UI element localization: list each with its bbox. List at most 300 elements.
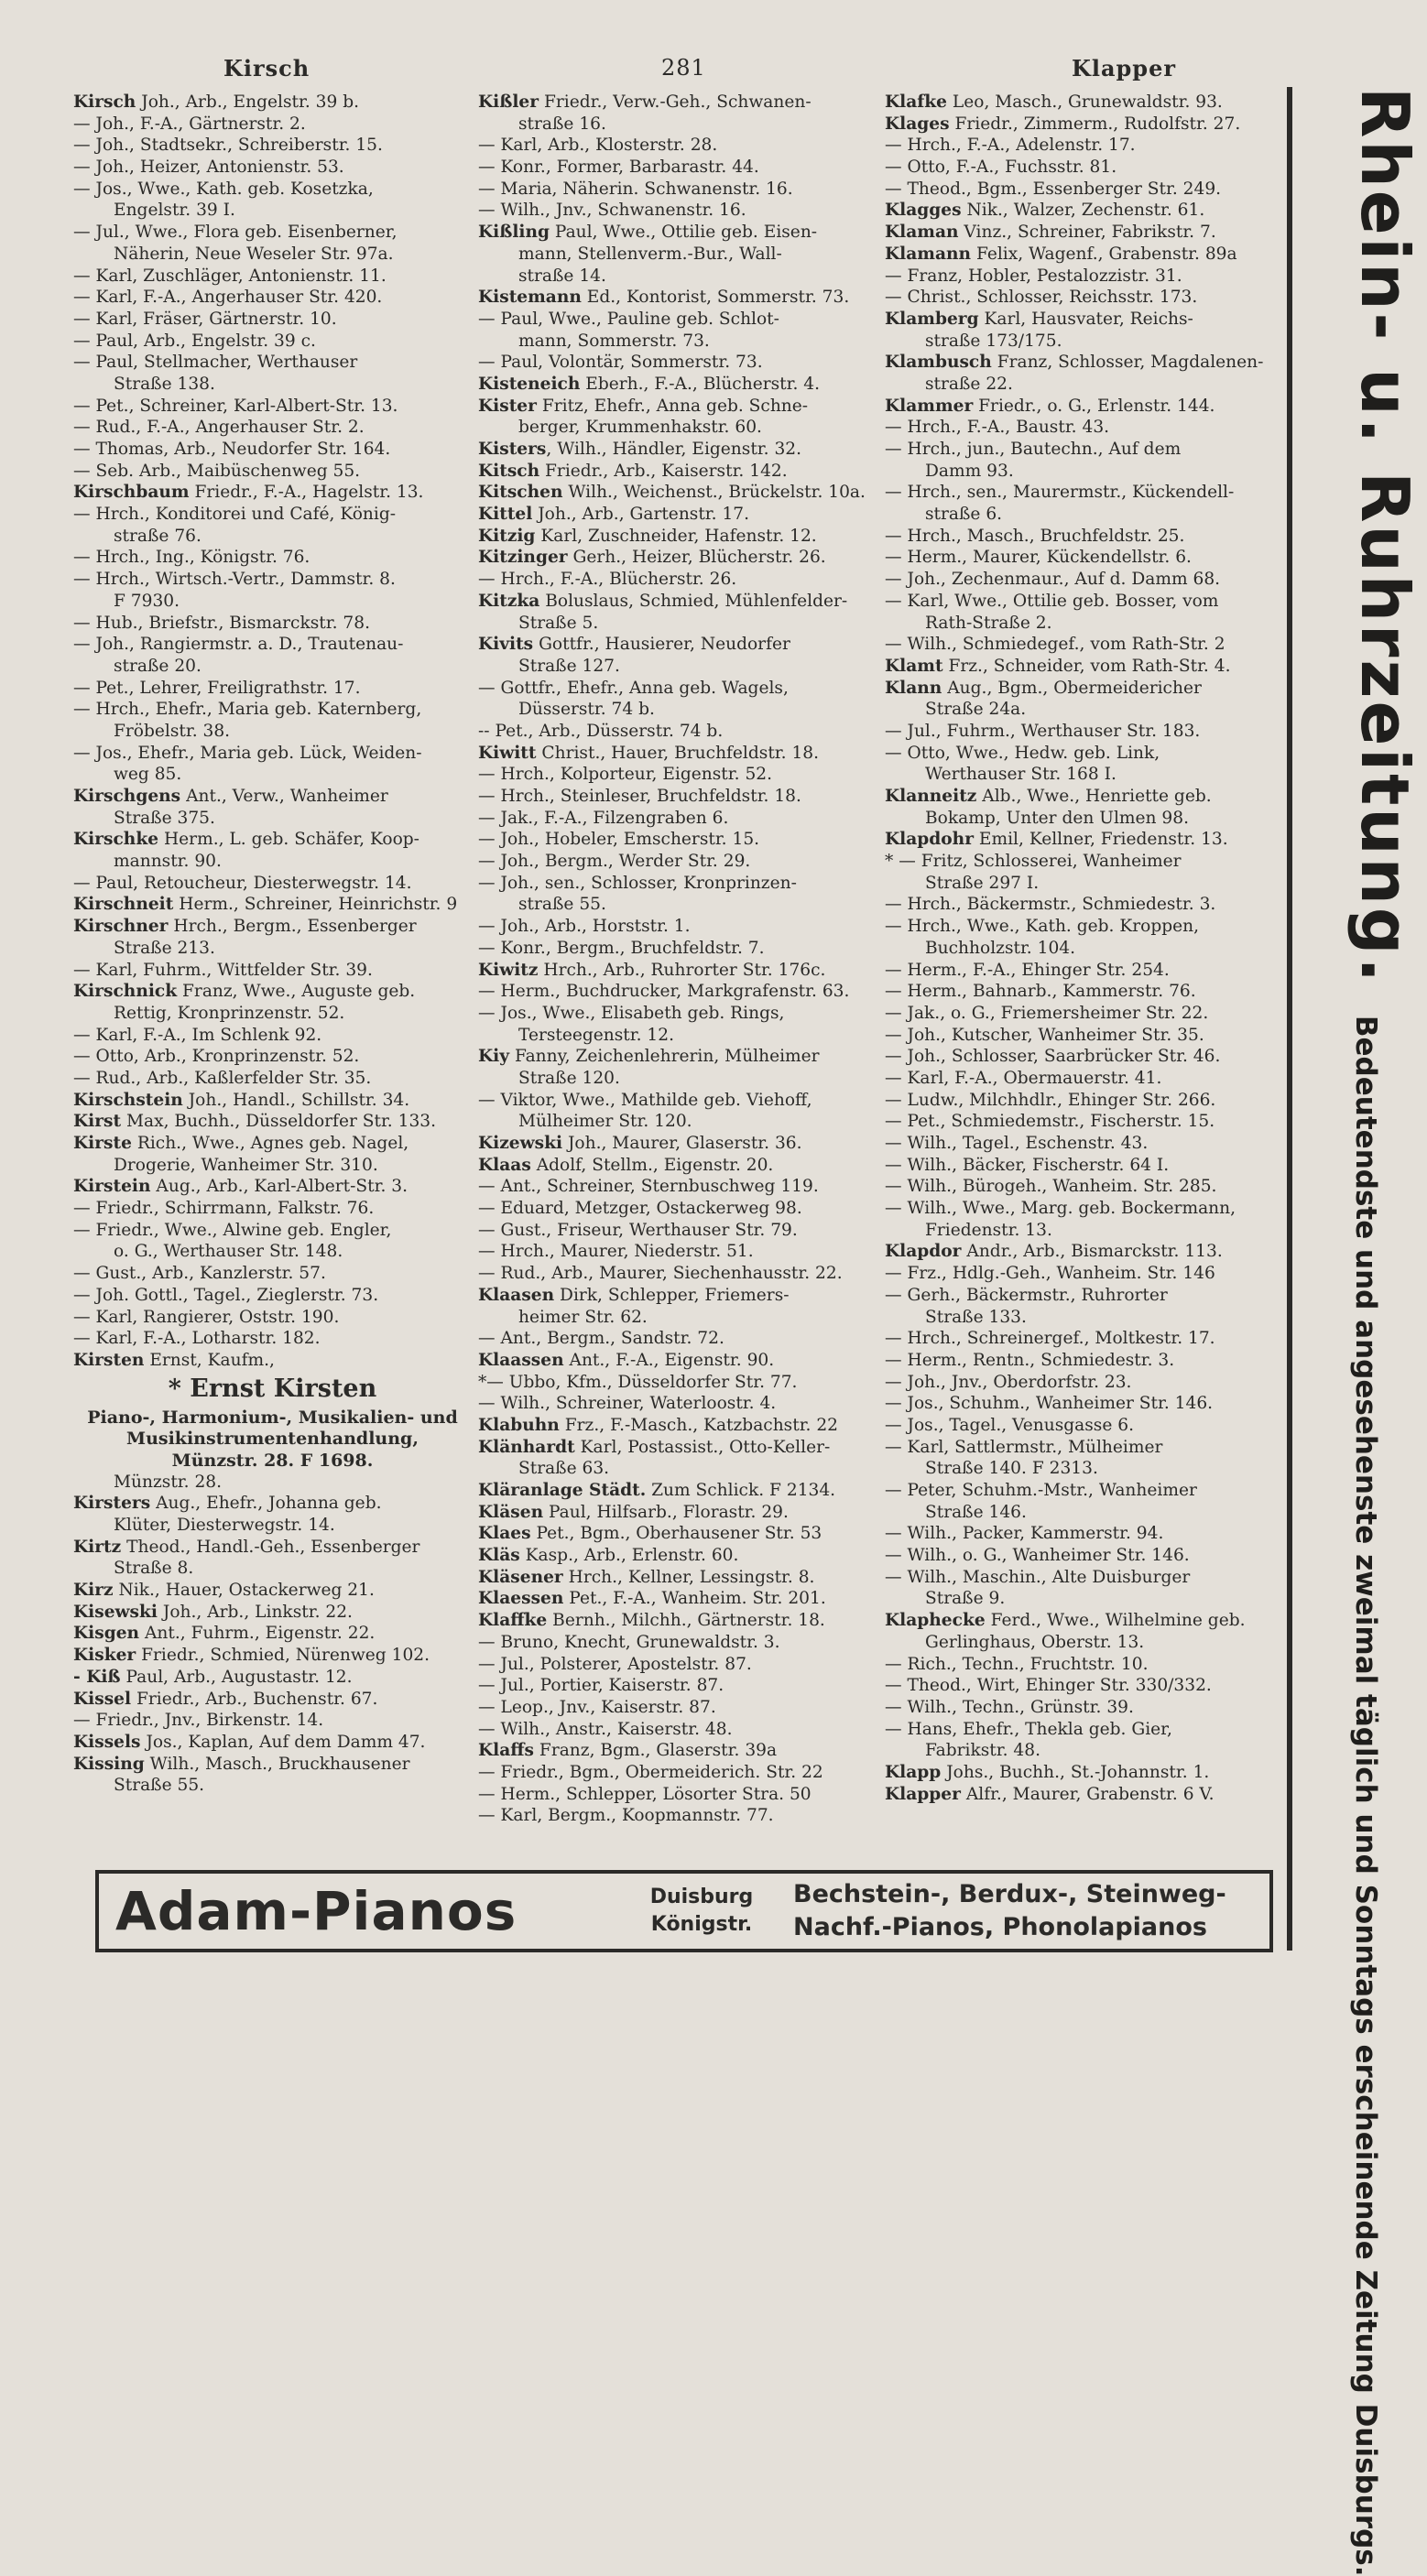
entry-text: — Rich., Techn., Fruchtstr. 10. xyxy=(885,1654,1149,1674)
directory-entry-line xyxy=(478,1632,879,1654)
entry-text: Friedr., o. G., Erlenstr. 144. xyxy=(973,396,1215,416)
entry-text: Straße 133. xyxy=(925,1307,1027,1327)
entry-text: — Gust., Friseur, Werthauser Str. 79. xyxy=(478,1220,798,1240)
entry-text: — Thomas, Arb., Neudorfer Str. 164. xyxy=(73,440,391,459)
entry-text: — Karl, Fuhrm., Wittfelder Str. 39. xyxy=(73,960,373,980)
directory-entry-line xyxy=(885,613,1288,635)
directory-entry-line xyxy=(885,1220,1288,1242)
directory-entry-line xyxy=(885,721,1288,743)
surname: Kirschner xyxy=(73,917,169,937)
directory-entry-line xyxy=(885,743,1288,765)
directory-entry-line xyxy=(73,439,472,461)
entry-text: — Hrch., F.-A., Blücherstr. 26. xyxy=(478,570,737,590)
entry-text: Rich., Wwe., Agnes geb. Nagel, xyxy=(131,1134,409,1153)
directory-entry-line xyxy=(885,1328,1288,1350)
entry-text: — Leop., Jnv., Kaiserstr. 87. xyxy=(478,1697,716,1717)
directory-entry-head xyxy=(73,1090,472,1112)
entry-text: Rettig, Kronprinzenstr. 52. xyxy=(114,1003,345,1023)
directory-entry-line xyxy=(885,1632,1288,1654)
entry-text: Hrch., Kellner, Lessingstr. 8. xyxy=(562,1567,815,1587)
directory-entry-line xyxy=(73,1285,472,1307)
directory-entry-line xyxy=(73,678,472,700)
entry-text: — Otto, F.-A., Fuchsstr. 81. xyxy=(885,158,1117,178)
ad-products-line1: Bechstein-, Berdux-, Steinweg- xyxy=(793,1880,1226,1908)
surname: Klaes xyxy=(478,1524,531,1544)
directory-entry-head xyxy=(885,786,1288,808)
entry-text: — Hans, Ehefr., Thekla geb. Gier, xyxy=(885,1719,1172,1739)
directory-entry-line xyxy=(73,1155,472,1177)
entry-text: — Joh., Heizer, Antonienstr. 53. xyxy=(73,158,344,178)
surname: Kirschneit xyxy=(73,895,174,915)
ad-products xyxy=(793,1878,1226,1944)
surname: Kirtz xyxy=(73,1537,122,1557)
entry-text: — Hrch., Schreinergef., Moltkestr. 17. xyxy=(885,1329,1215,1349)
entry-text: — Paul, Retoucheur, Diesterwegstr. 14. xyxy=(73,873,412,893)
entry-text: Aug., Bgm., Obermeidericher xyxy=(942,678,1202,698)
directory-entry-line xyxy=(73,200,472,222)
directory-entry-line xyxy=(478,764,879,786)
directory-entry-head xyxy=(73,1602,472,1624)
entry-text: — Jos., Ehefr., Maria geb. Lück, Weiden- xyxy=(73,743,422,763)
entry-text: straße 20. xyxy=(114,656,202,676)
directory-entry-line xyxy=(73,721,472,743)
running-head-left: Kirsch xyxy=(223,55,310,82)
surname: Kissel xyxy=(73,1689,132,1709)
entry-text: — Friedr., Jnv., Birkenstr. 14. xyxy=(73,1711,324,1731)
entry-text: — Ludw., Milchhdlr., Ehinger Str. 266. xyxy=(885,1090,1216,1110)
advertisement-body: Musikinstrumentenhandlung, xyxy=(126,1429,419,1450)
directory-entry-line xyxy=(885,916,1288,938)
surname: Kirsters xyxy=(73,1494,151,1514)
directory-entry-line xyxy=(885,1025,1288,1047)
entry-text: Franz, Schlosser, Magdalenen- xyxy=(991,353,1264,373)
entry-text: — Karl, F.-A., Lotharstr. 182. xyxy=(73,1329,321,1349)
entry-text: Frz., F.-Masch., Katzbachstr. 22 xyxy=(559,1415,839,1435)
directory-entry-head xyxy=(478,1415,879,1437)
entry-text: — Maria, Näherin. Schwanenstr. 16. xyxy=(478,179,793,199)
surname: Klapdohr xyxy=(885,830,974,850)
entry-text: — Karl, Bergm., Koopmannstr. 77. xyxy=(478,1806,774,1826)
surname: Kister xyxy=(478,396,537,416)
directory-entry-head xyxy=(73,1732,472,1754)
directory-entry-line xyxy=(478,1003,879,1025)
directory-entry-line xyxy=(478,916,879,938)
directory-entry-head xyxy=(478,634,879,656)
entry-text: — Herm., Schlepper, Lösorter Stra. 50 xyxy=(478,1784,812,1804)
entry-text: , Wilh., Händler, Eigenstr. 32. xyxy=(546,440,802,459)
directory-entry-line xyxy=(885,1480,1288,1502)
directory-entry-line xyxy=(478,678,879,700)
directory-entry-head xyxy=(885,222,1288,244)
surname: Kirste xyxy=(73,1134,132,1153)
entry-text: — Viktor, Wwe., Mathilde geb. Viehoff, xyxy=(478,1090,812,1110)
ad-street: Königstr. xyxy=(650,1913,753,1936)
entry-text: Wilh., Weichenst., Brückelstr. 10a. xyxy=(562,483,866,503)
directory-entry-line xyxy=(478,808,879,830)
entry-text: — Hrch., Wwe., Kath. geb. Kroppen, xyxy=(885,917,1200,937)
entry-text: — Otto, Wwe., Hedw. geb. Link, xyxy=(885,743,1160,763)
entry-text: — Wilh., Tagel., Eschenstr. 43. xyxy=(885,1134,1149,1153)
directory-entry-head xyxy=(478,1437,879,1459)
entry-text: — Theod., Bgm., Essenberger Str. 249. xyxy=(885,179,1222,199)
directory-entry-head xyxy=(73,92,472,114)
entry-text: — Wilh., o. G., Wanheimer Str. 146. xyxy=(885,1546,1190,1566)
directory-entry-head xyxy=(478,526,879,548)
entry-text: — Jos., Wwe., Elisabeth geb. Rings, xyxy=(478,1003,785,1023)
entry-text: straße 173/175. xyxy=(925,331,1062,351)
entry-text: Johs., Buchh., St.-Johannstr. 1. xyxy=(941,1762,1210,1782)
entry-text: * — Fritz, Schlosserei, Wanheimer xyxy=(885,852,1182,872)
column-2 xyxy=(478,92,879,1827)
side-banner-subtitle: Bedeutendste und angesehenste zweimal täglich und Sonntags erscheinende Zeitung Duisburgs. xyxy=(1349,1015,1383,2576)
entry-text: — Jul., Fuhrm., Werthauser Str. 183. xyxy=(885,721,1201,741)
entry-text: Aug., Arb., Karl-Albert-Str. 3. xyxy=(150,1177,408,1197)
directory-entry-head xyxy=(478,743,879,765)
entry-text: — Paul, Arb., Engelstr. 39 c. xyxy=(73,331,316,351)
entry-text: Mülheimer Str. 120. xyxy=(518,1112,692,1132)
surname: Kiwitt xyxy=(478,743,537,763)
entry-text: Straße 375. xyxy=(114,808,215,828)
directory-entry-line xyxy=(73,743,472,765)
directory-entry-line xyxy=(73,374,472,396)
entry-text: — Herm., Rentn., Schmiedestr. 3. xyxy=(885,1350,1175,1370)
entry-text: Joh., Arb., Linkstr. 22. xyxy=(157,1602,353,1622)
directory-entry-line xyxy=(478,873,879,895)
directory-entry-line xyxy=(478,1220,879,1242)
entry-text: Joh., Maurer, Glaserstr. 36. xyxy=(562,1134,802,1153)
entry-text: — Gust., Arb., Kanzlerstr. 57. xyxy=(73,1264,326,1284)
entry-text: — Pet., Schreiner, Karl-Albert-Str. 13. xyxy=(73,396,398,416)
entry-text: — Joh., Arb., Horststr. 1. xyxy=(478,917,691,937)
directory-entry-line xyxy=(885,591,1288,613)
surname: Klaffs xyxy=(478,1741,535,1761)
entry-text: — Jos., Tagel., Venusgasse 6. xyxy=(885,1415,1134,1435)
surname: Kisteneich xyxy=(478,374,581,394)
directory-entry-line xyxy=(478,179,879,201)
entry-text: Joh., Arb., Engelstr. 39 b. xyxy=(136,92,360,112)
directory-entry-line xyxy=(885,1588,1288,1610)
directory-entry-line xyxy=(73,613,472,635)
directory-entry-line xyxy=(73,1515,472,1537)
entry-text: straße 16. xyxy=(518,114,606,134)
directory-entry-head xyxy=(478,439,879,461)
directory-entry-head xyxy=(478,1502,879,1524)
entry-text: Adolf, Stellm., Eigenstr. 20. xyxy=(530,1155,774,1175)
surname: Klaassen xyxy=(478,1350,564,1370)
entry-text: straße 6. xyxy=(925,505,1003,525)
surname: Kirsten xyxy=(73,1350,145,1370)
ad-city: Duisburg xyxy=(649,1886,754,1908)
entry-text: — Jak., F.-A., Filzengraben 6. xyxy=(478,808,729,828)
entry-text: Buchholzstr. 104. xyxy=(925,938,1076,958)
entry-text: Emil, Kellner, Friedenstr. 13. xyxy=(974,830,1228,850)
entry-text: Straße 140. F 2313. xyxy=(925,1459,1098,1479)
directory-entry-line xyxy=(478,1762,879,1784)
entry-text: — Jul., Wwe., Flora geb. Eisenberner, xyxy=(73,223,398,243)
entry-text: Ant., Fuhrm., Eigenstr. 22. xyxy=(139,1624,376,1644)
directory-entry-line xyxy=(73,547,472,569)
surname: Kirstein xyxy=(73,1177,151,1197)
entry-text: Straße 213. xyxy=(114,938,215,958)
directory-entry-line xyxy=(885,1719,1288,1741)
entry-text: — Herm., Bahnarb., Kammerstr. 76. xyxy=(885,982,1196,1002)
directory-entry-head xyxy=(478,396,879,418)
directory-entry-line xyxy=(885,1046,1288,1068)
surname: Kisewski xyxy=(73,1602,158,1622)
entry-text: Ant., F.-A., Eigenstr. 90. xyxy=(563,1350,775,1370)
directory-entry-line xyxy=(478,1176,879,1198)
directory-entry-line xyxy=(73,808,472,830)
entry-text: — Jos., Wwe., Kath. geb. Kosetzka, xyxy=(73,179,374,199)
directory-entry-line xyxy=(885,699,1288,721)
directory-entry-line xyxy=(478,1111,879,1133)
directory-entry-head xyxy=(73,1493,472,1515)
directory-entry-line xyxy=(73,1328,472,1350)
directory-entry-head xyxy=(73,981,472,1003)
directory-entry-line xyxy=(478,1719,879,1741)
entry-text: mannstr. 90. xyxy=(114,852,222,872)
directory-entry-line xyxy=(885,417,1288,439)
surname: Kirschnick xyxy=(73,982,178,1002)
entry-text: Straße 9. xyxy=(925,1589,1006,1609)
directory-entry-line xyxy=(885,1068,1288,1090)
entry-text: — Friedr., Bgm., Obermeiderich. Str. 22 xyxy=(478,1762,823,1782)
entry-text: — Joh., Hobeler, Emscherstr. 15. xyxy=(478,830,760,850)
entry-text: Felix, Wagenf., Grabenstr. 89a xyxy=(971,244,1237,264)
entry-text: — Wilh., Techn., Grünstr. 39. xyxy=(885,1697,1134,1717)
surname: Klammer xyxy=(885,396,974,416)
entry-text: — Frz., Hdlg.-Geh., Wanheim. Str. 146 xyxy=(885,1264,1215,1284)
directory-entry-line xyxy=(73,591,472,613)
surname: Kitschen xyxy=(478,483,563,503)
directory-entry-line xyxy=(885,1176,1288,1198)
entry-text: straße 14. xyxy=(518,266,606,286)
directory-entry-line xyxy=(478,1068,879,1090)
surname: Klaasen xyxy=(478,1285,555,1305)
directory-entry-head xyxy=(478,1523,879,1545)
directory-entry-head xyxy=(885,92,1288,114)
directory-entry-head xyxy=(478,1588,879,1610)
directory-entry-line xyxy=(73,851,472,873)
entry-text: Friedr., Verw.-Geh., Schwanen- xyxy=(539,92,812,112)
entry-text: Joh., Arb., Gartenstr. 17. xyxy=(532,505,750,525)
directory-entry-head xyxy=(73,1350,472,1372)
directory-entry-head xyxy=(478,1285,879,1307)
directory-entry-line xyxy=(73,1472,472,1494)
entry-text: Näherin, Neue Weseler Str. 97a. xyxy=(114,244,394,264)
entry-text: Fritz, Ehefr., Anna geb. Schne- xyxy=(536,396,809,416)
entry-text: — Karl, F.-A., Angerhauser Str. 420. xyxy=(73,288,383,308)
directory-entry-line xyxy=(478,1263,879,1285)
directory-entry-head xyxy=(478,960,879,982)
surname: Kitzig xyxy=(478,526,536,546)
directory-entry-line xyxy=(885,374,1288,396)
surname: Kittel xyxy=(478,505,533,525)
directory-entry-line xyxy=(73,114,472,136)
entry-text: Friedr., F.-A., Hagelstr. 13. xyxy=(189,483,424,503)
directory-entry-line xyxy=(73,417,472,439)
entry-text: — Joh., Schlosser, Saarbrücker Str. 46. xyxy=(885,1047,1221,1067)
entry-text: Kasp., Arb., Erlenstr. 60. xyxy=(519,1546,739,1566)
surname: Klapp xyxy=(885,1762,942,1782)
directory-entry-head xyxy=(885,656,1288,678)
directory-entry-line xyxy=(885,1545,1288,1567)
directory-entry-line xyxy=(73,266,472,288)
directory-entry-line xyxy=(478,721,879,743)
entry-text: — Wilh., Wwe., Marg. geb. Bockermann, xyxy=(885,1199,1236,1219)
surname: Kisgen xyxy=(73,1624,140,1644)
directory-entry-line xyxy=(478,1241,879,1263)
directory-entry-line xyxy=(73,960,472,982)
directory-entry-line xyxy=(885,1523,1288,1545)
entry-text: Fanny, Zeichenlehrerin, Mülheimer xyxy=(509,1047,820,1067)
entry-text: Friedr., Zimmerm., Rudolfstr. 27. xyxy=(949,114,1241,134)
surname: Klänhardt xyxy=(478,1437,575,1457)
directory-entry-line xyxy=(885,157,1288,179)
entry-text: Straße 138. xyxy=(114,374,215,394)
entry-text: — Gerh., Bäckermstr., Ruhrorter xyxy=(885,1285,1168,1305)
directory-entry-line xyxy=(885,482,1288,504)
entry-text: berger, Krummenhakstr. 60. xyxy=(518,418,762,438)
entry-text: — Wilh., Maschin., Alte Duisburger xyxy=(885,1567,1191,1587)
entry-text: Straße 63. xyxy=(518,1459,610,1479)
entry-text: — Jos., Schuhm., Wanheimer Str. 146. xyxy=(885,1394,1214,1414)
entry-text: — Otto, Arb., Kronprinzenstr. 52. xyxy=(73,1047,360,1067)
surname: Kirschbaum xyxy=(73,483,190,503)
directory-entry-head xyxy=(73,1667,472,1689)
directory-entry-line xyxy=(478,1198,879,1220)
directory-entry-line xyxy=(73,1220,472,1242)
directory-entry-line xyxy=(73,352,472,374)
entry-text: — Karl, Zuschläger, Antonienstr. 11. xyxy=(73,266,387,286)
directory-entry-head xyxy=(478,1740,879,1762)
entry-text: — Karl, Fräser, Gärtnerstr. 10. xyxy=(73,309,337,329)
surname: Kißling xyxy=(478,223,550,243)
directory-entry-line xyxy=(73,1710,472,1732)
directory-entry-line xyxy=(478,1675,879,1697)
entry-text: — Pet., Schmiedemstr., Fischerstr. 15. xyxy=(885,1112,1215,1132)
directory-entry-head xyxy=(885,200,1288,222)
surname: Kirst xyxy=(73,1112,122,1132)
entry-text: — Hrch., Wirtsch.-Vertr., Dammstr. 8. xyxy=(73,570,396,590)
directory-entry-head xyxy=(478,1155,879,1177)
side-banner xyxy=(1301,87,1427,2576)
directory-entry-line xyxy=(478,829,879,851)
entry-text: — Pet., Lehrer, Freiligrathstr. 17. xyxy=(73,678,361,698)
entry-text: — Paul, Stellmacher, Werthauser xyxy=(73,353,358,373)
entry-text: — Gottfr., Ehefr., Anna geb. Wagels, xyxy=(478,678,789,698)
directory-entry-line xyxy=(478,417,879,439)
entry-text: — Hrch., F.-A., Adelenstr. 17. xyxy=(885,136,1136,156)
surname: Klamann xyxy=(885,244,972,264)
directory-entry-line xyxy=(73,222,472,244)
directory-entry-head xyxy=(73,482,472,504)
entry-text: Andr., Arb., Bismarckstr. 113. xyxy=(961,1242,1223,1262)
directory-entry-head xyxy=(478,92,879,114)
directory-entry-head xyxy=(478,1567,879,1589)
entry-text: Leo, Masch., Grunewaldstr. 93. xyxy=(946,92,1223,112)
advertisement-body: Münzstr. 28. F 1698. xyxy=(171,1450,374,1471)
directory-entry-line xyxy=(478,699,879,721)
directory-entry-line xyxy=(478,613,879,635)
entry-text: — Christ., Schlosser, Reichsstr. 173. xyxy=(885,288,1198,308)
surname: Kistemann xyxy=(478,288,582,308)
directory-entry-line xyxy=(885,808,1288,830)
entry-text: Friedr., Schmied, Nürenweg 102. xyxy=(136,1646,430,1666)
entry-text: Bernh., Milchh., Gärtnerstr. 18. xyxy=(547,1611,825,1631)
surname: Klaphecke xyxy=(885,1611,986,1631)
surname: Kirschke xyxy=(73,830,159,850)
directory-entry-head xyxy=(73,1537,472,1559)
directory-entry-head xyxy=(885,114,1288,136)
entry-text: — Paul, Volontär, Sommerstr. 73. xyxy=(478,353,763,373)
surname: Kläs xyxy=(478,1546,520,1566)
entry-text: — Joh., sen., Schlosser, Kronprinzen- xyxy=(478,873,797,893)
entry-text: Franz, Wwe., Auguste geb. xyxy=(177,982,416,1002)
surname: Klaas xyxy=(478,1155,531,1175)
directory-entry-line xyxy=(73,287,472,309)
entry-text: Straße 55. xyxy=(114,1776,205,1796)
surname: Kläsen xyxy=(478,1502,544,1522)
directory-entry-head xyxy=(478,547,879,569)
surname: Kisker xyxy=(73,1646,136,1666)
surname: Kissels xyxy=(73,1732,141,1752)
directory-entry-line xyxy=(885,1675,1288,1697)
surname: Klanneitz xyxy=(885,787,977,806)
surname: Kivits xyxy=(478,635,534,655)
page-number: 281 xyxy=(661,55,706,81)
advertisement-title: * Ernst Kirsten xyxy=(168,1374,377,1403)
entry-text: Dirk, Schlepper, Friemers- xyxy=(554,1285,790,1305)
entry-text: Damm 93. xyxy=(925,461,1014,481)
entry-text: mann, Stellenverm.-Bur., Wall- xyxy=(518,244,782,264)
entry-text: — Wilh., Anstr., Kaiserstr. 48. xyxy=(478,1719,733,1739)
directory-entry-line xyxy=(478,1654,879,1676)
entry-text: Straße 8. xyxy=(114,1559,194,1579)
directory-entry-line xyxy=(478,157,879,179)
entry-text: straße 55. xyxy=(518,895,606,915)
directory-entry-head xyxy=(478,1545,879,1567)
directory-entry-line xyxy=(73,504,472,526)
directory-entry-line xyxy=(885,1111,1288,1133)
directory-entry-head xyxy=(73,1645,472,1667)
directory-entry-line xyxy=(885,1090,1288,1112)
advertisement-body: Piano-, Harmonium-, Musikalien- und xyxy=(87,1407,458,1428)
entry-text: — Eduard, Metzger, Ostackerweg 98. xyxy=(478,1199,802,1219)
directory-entry-line xyxy=(885,1654,1288,1676)
side-banner-title: Rhein- u. Ruhrzeitung. xyxy=(1346,87,1423,985)
entry-text: — Peter, Schuhm.-Mstr., Wanheimer xyxy=(885,1481,1197,1500)
entry-text: — Rud., Arb., Maurer, Siechenhausstr. 22. xyxy=(478,1264,843,1284)
entry-text: Zum Schlick. F 2134. xyxy=(646,1481,836,1500)
directory-entry-head xyxy=(73,786,472,808)
directory-entry-line xyxy=(885,1740,1288,1762)
entry-text: — Hrch., Steinleser, Bruchfeldstr. 18. xyxy=(478,787,801,806)
directory-entry-line xyxy=(478,1805,879,1827)
entry-text: — Wilh., Jnv., Schwanenstr. 16. xyxy=(478,201,746,221)
entry-text: — Karl, Sattlermstr., Mülheimer xyxy=(885,1437,1163,1457)
directory-entry-line xyxy=(73,396,472,418)
surname: Kläsener xyxy=(478,1567,563,1587)
entry-text: Alb., Wwe., Henriette geb. xyxy=(976,787,1212,806)
entry-text: — Friedr., Schirrmann, Falkstr. 76. xyxy=(73,1199,375,1219)
entry-text: Pet., F.-A., Wanheim. Str. 201. xyxy=(563,1589,826,1609)
directory-entry-line xyxy=(885,1697,1288,1719)
entry-text: Klüter, Diesterwegstr. 14. xyxy=(114,1516,335,1535)
directory-entry-line xyxy=(478,1458,879,1480)
entry-text: — Herm., Buchdrucker, Markgrafenstr. 63. xyxy=(478,982,850,1002)
entry-text: — Konr., Bergm., Bruchfeldstr. 7. xyxy=(478,938,765,958)
